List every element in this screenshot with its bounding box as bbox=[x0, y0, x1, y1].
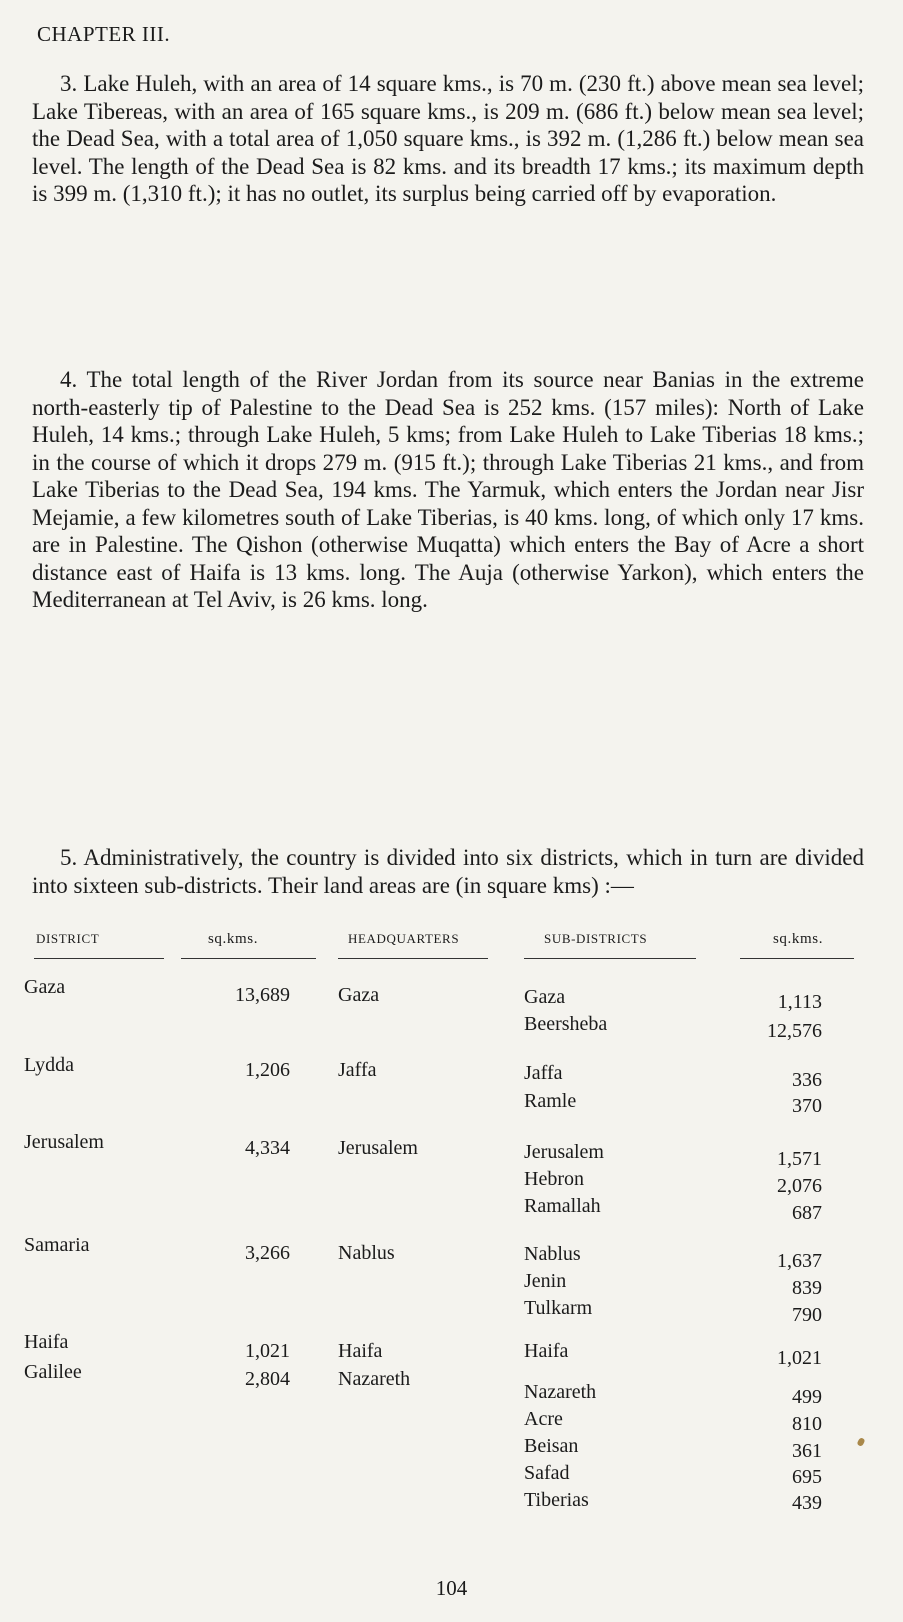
sub-district-name: Nablus bbox=[524, 1243, 581, 1265]
sub-district-area: 370 bbox=[792, 1095, 822, 1117]
district-area: 4,334 bbox=[245, 1137, 290, 1159]
header-district-area: sq.kms. bbox=[208, 931, 259, 947]
sub-district-area: 1,637 bbox=[777, 1250, 822, 1272]
sub-district-name: Acre bbox=[524, 1408, 563, 1430]
sub-district-area: 2,076 bbox=[777, 1175, 822, 1197]
sub-district-name: Hebron bbox=[524, 1168, 584, 1190]
sub-district-area: 361 bbox=[792, 1440, 822, 1462]
sub-district-area: 1,021 bbox=[777, 1347, 822, 1369]
district-name: Galilee bbox=[24, 1361, 82, 1383]
district-area: 1,021 bbox=[245, 1340, 290, 1362]
district-name: Lydda bbox=[24, 1054, 74, 1076]
sub-district-name: Tulkarm bbox=[524, 1297, 593, 1319]
sub-district-name: Beisan bbox=[524, 1435, 579, 1457]
sub-district-name: Nazareth bbox=[524, 1381, 597, 1403]
sub-district-name: Jaffa bbox=[524, 1062, 563, 1084]
sub-district-name: Tiberias bbox=[524, 1489, 589, 1511]
sub-district-area: 439 bbox=[792, 1492, 822, 1514]
sub-district-name: Haifa bbox=[524, 1340, 569, 1362]
district-name: Gaza bbox=[24, 976, 66, 998]
sub-district-name: Ramallah bbox=[524, 1195, 601, 1217]
sub-district-area: 810 bbox=[792, 1413, 822, 1435]
sub-district-area: 695 bbox=[792, 1466, 822, 1488]
district-headquarters: Gaza bbox=[338, 984, 380, 1006]
header-sub-districts: SUB-DISTRICTS bbox=[544, 931, 648, 946]
header-rule bbox=[740, 958, 854, 959]
sub-district-area: 12,576 bbox=[767, 1020, 822, 1042]
district-name: Haifa bbox=[24, 1331, 69, 1353]
district-headquarters: Nazareth bbox=[338, 1368, 411, 1390]
paragraph-5: 5. Administratively, the country is divided into six districts, which in turn are divided into sixteen sub-districts. Their land areas are (in square kms) :— bbox=[32, 845, 864, 898]
sub-district-area: 1,113 bbox=[777, 991, 822, 1013]
district-headquarters: Haifa bbox=[338, 1340, 383, 1362]
sub-district-name: Safad bbox=[524, 1462, 570, 1484]
paragraph-3: 3. Lake Huleh, with an area of 14 square kms., is 70 m. (230 ft.) above mean sea level; Lake Tibereas, with an area of 165 square kms., is 209 m. (686 ft.) below mean sea level; the Dead Sea, with a total area of 1,050 square kms., is 392 m. (1,286 ft.) below mean sea level. The length of the Dead Sea is 82 kms. and its breadth 17 kms.; its maximum depth is 399 m. (1,310 ft.); it has no outlet, its surplus being carried off by evaporation. bbox=[32, 71, 864, 206]
sub-district-name: Ramle bbox=[524, 1090, 577, 1112]
header-sub-area: sq.kms. bbox=[773, 931, 824, 947]
sub-district-area: 1,571 bbox=[777, 1148, 822, 1170]
district-headquarters: Jerusalem bbox=[338, 1137, 418, 1159]
paragraph-4: 4. The total length of the River Jordan from its source near Banias in the extreme north-easterly tip of Palestine to the Dead Sea is 252 kms. (157 miles): North of Lake Huleh, 14 kms.; through Lake Huleh, 5 kms; from Lake Huleh to Lake Tiberias 18 kms.; in the course of which it drops 279 m. (915 ft.); through Lake Tiberias 21 kms., and from Lake Tiberias to the Dead Sea, 194 kms. The Yarmuk, which enters the Jordan near Jisr Mejamie, a few kilometres south of Lake Tiberias, is 40 kms. long, of which only 17 kms. are in Palestine. The Qishon (otherwise Muqatta) which enters the Bay of Acre a short distance east of Haifa is 13 kms. long. The Auja (otherwise Yarkon), which enters the Mediterranean at Tel Aviv, is 26 kms. long. bbox=[32, 367, 864, 612]
sub-district-area: 499 bbox=[792, 1386, 822, 1408]
district-area: 2,804 bbox=[245, 1368, 290, 1390]
sub-district-name: Gaza bbox=[524, 986, 566, 1008]
header-headquarters: HEADQUARTERS bbox=[348, 931, 460, 946]
district-headquarters: Jaffa bbox=[338, 1059, 377, 1081]
sub-district-name: Jenin bbox=[524, 1270, 567, 1292]
sub-district-area: 790 bbox=[792, 1304, 822, 1326]
chapter-heading: CHAPTER III. bbox=[37, 22, 171, 46]
district-name: Jerusalem bbox=[24, 1131, 104, 1153]
header-rule bbox=[34, 958, 164, 959]
district-area: 3,266 bbox=[245, 1242, 290, 1264]
district-headquarters: Nablus bbox=[338, 1242, 395, 1264]
district-area: 13,689 bbox=[235, 984, 290, 1006]
header-rule bbox=[524, 958, 696, 959]
sub-district-area: 336 bbox=[792, 1069, 822, 1091]
sub-district-name: Beersheba bbox=[524, 1013, 608, 1035]
sub-district-area: 687 bbox=[792, 1202, 822, 1224]
sub-district-name: Jerusalem bbox=[524, 1141, 604, 1163]
ink-speck bbox=[856, 1437, 865, 1447]
district-name: Samaria bbox=[24, 1234, 90, 1256]
district-area: 1,206 bbox=[245, 1059, 290, 1081]
sub-district-area: 839 bbox=[792, 1277, 822, 1299]
page-number: 104 bbox=[435, 1576, 468, 1600]
header-rule bbox=[338, 958, 488, 959]
header-district: DISTRICT bbox=[36, 931, 100, 946]
header-rule bbox=[181, 958, 316, 959]
